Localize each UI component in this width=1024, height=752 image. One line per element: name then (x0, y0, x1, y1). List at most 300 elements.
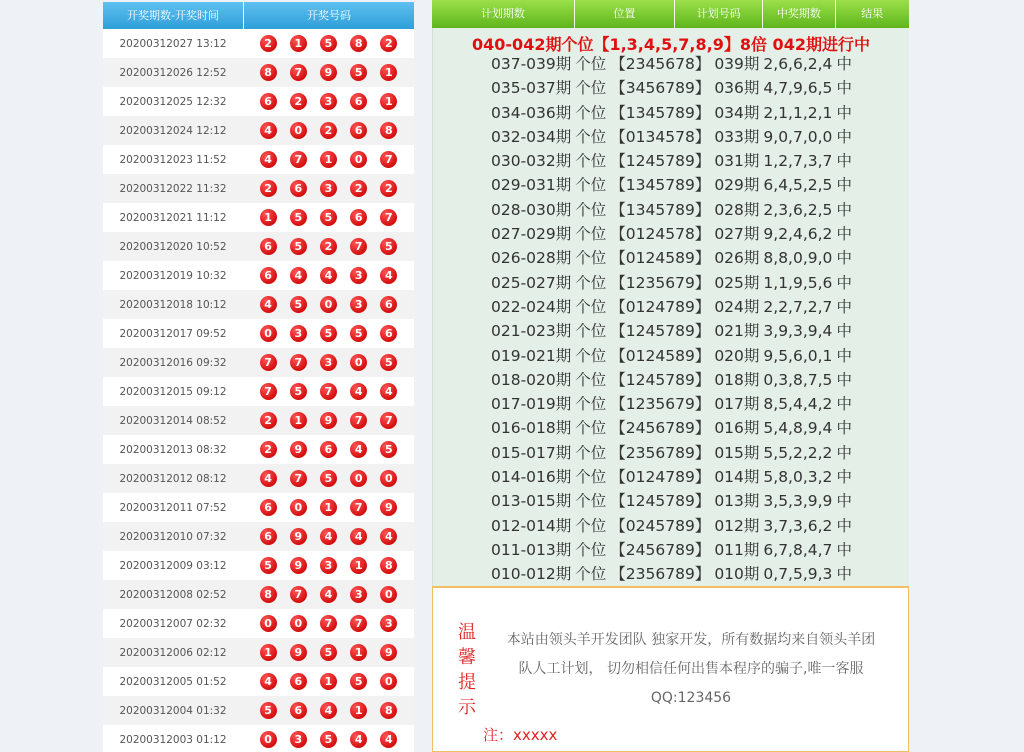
plan-nums: 【0124789】 (610, 297, 711, 316)
number-ball: 5 (290, 209, 307, 226)
draw-row (103, 580, 414, 609)
notice-box (432, 586, 909, 752)
draw-period-time: 20200312019 10:32 (119, 269, 227, 282)
number-ball: 7 (380, 412, 397, 429)
plan-result: 中 (836, 370, 852, 389)
number-ball: 4 (320, 267, 337, 284)
number-ball: 4 (260, 151, 277, 168)
plan-period: 018期 (714, 370, 760, 389)
draw-period-time: 20200312006 02:12 (119, 646, 227, 659)
plan-draw: 3,5,3,9,9 (763, 492, 833, 511)
header-draw-numbers: 开奖号码 (307, 9, 351, 22)
notice-label-char: 示 (458, 697, 476, 718)
draw-period-time: 20200312011 07:52 (119, 501, 227, 514)
draw-row (103, 667, 414, 696)
plan-draw: 4,7,9,6,5 (763, 79, 833, 98)
plan-row (433, 222, 909, 246)
plan-period: 027期 (714, 225, 760, 244)
draw-balls (243, 615, 414, 632)
plan-range: 028-030期 (491, 200, 572, 219)
plan-row (433, 344, 909, 368)
plan-row (433, 489, 909, 513)
draw-period-time: 20200312008 02:52 (119, 588, 227, 601)
plan-draw: 0,7,5,9,3 (763, 565, 833, 584)
plan-period: 036期 (714, 79, 760, 98)
number-ball: 6 (260, 267, 277, 284)
draw-balls (243, 238, 414, 255)
number-ball: 4 (260, 122, 277, 139)
plan-nums: 【1345789】 (610, 200, 711, 219)
plan-nums: 【1235679】 (610, 395, 711, 414)
draw-balls (243, 441, 414, 458)
plan-period: 029期 (714, 176, 760, 195)
plan-range: 012-014期 (491, 516, 572, 535)
number-ball: 8 (260, 64, 277, 81)
number-ball: 2 (320, 238, 337, 255)
plan-result: 中 (836, 200, 852, 219)
plan-range: 021-023期 (491, 322, 572, 341)
draw-period-time: 20200312016 09:32 (119, 356, 227, 369)
header-plan-period: 计划期数 (432, 0, 575, 28)
plan-draw: 5,4,8,9,4 (763, 419, 833, 438)
draw-balls (243, 122, 414, 139)
number-ball: 0 (260, 615, 277, 632)
number-ball: 0 (380, 586, 397, 603)
number-ball: 6 (290, 180, 307, 197)
plan-row (433, 198, 909, 222)
note-value: xxxxx (513, 726, 558, 744)
number-ball: 6 (320, 441, 337, 458)
plan-period: 031期 (714, 152, 760, 171)
number-ball: 9 (290, 528, 307, 545)
number-ball: 1 (290, 412, 307, 429)
number-ball: 3 (320, 354, 337, 371)
plan-range: 035-037期 (491, 79, 572, 98)
plan-row (433, 173, 909, 197)
number-ball: 5 (320, 325, 337, 342)
plan-row (433, 562, 909, 586)
plan-row (433, 465, 909, 489)
number-ball: 6 (260, 499, 277, 516)
notice-label-char: 馨 (458, 647, 476, 668)
plan-period: 033期 (714, 127, 760, 146)
draw-period-time: 20200312027 13:12 (119, 37, 227, 50)
number-ball: 5 (320, 209, 337, 226)
number-ball: 1 (320, 151, 337, 168)
plan-period: 024期 (714, 297, 760, 316)
notice-label-char: 温 (458, 622, 476, 643)
number-ball: 3 (320, 557, 337, 574)
number-ball: 8 (380, 122, 397, 139)
plan-row (433, 319, 909, 343)
number-ball: 4 (350, 383, 367, 400)
plan-pos: 个位 (575, 443, 607, 462)
plan-period: 020期 (714, 346, 760, 365)
draw-row (103, 87, 414, 116)
plan-period: 016期 (714, 419, 760, 438)
number-ball: 2 (320, 122, 337, 139)
plan-result: 中 (836, 322, 852, 341)
plan-pos: 个位 (575, 127, 607, 146)
draw-balls (243, 354, 414, 371)
number-ball: 4 (380, 528, 397, 545)
draw-row (103, 406, 414, 435)
number-ball: 1 (350, 702, 367, 719)
plan-nums: 【2456789】 (610, 540, 711, 559)
draw-balls (243, 586, 414, 603)
number-ball: 4 (380, 267, 397, 284)
plan-draw: 6,7,8,4,7 (763, 540, 833, 559)
plan-nums: 【0124789】 (610, 468, 711, 487)
draw-row (103, 261, 414, 290)
draw-row (103, 638, 414, 667)
plan-period: 011期 (714, 540, 760, 559)
number-ball: 1 (290, 35, 307, 52)
plan-draw: 0,3,8,7,5 (763, 370, 833, 389)
plan-pos: 个位 (575, 273, 607, 292)
plan-result: 中 (836, 516, 852, 535)
plan-draw: 5,8,0,3,2 (763, 468, 833, 487)
plan-period: 039期 (714, 55, 760, 73)
number-ball: 4 (290, 267, 307, 284)
plan-nums: 【1235679】 (610, 273, 711, 292)
number-ball: 6 (290, 702, 307, 719)
draw-row (103, 319, 414, 348)
plan-row (433, 295, 909, 319)
plan-range: 034-036期 (491, 103, 572, 122)
plan-pos: 个位 (575, 152, 607, 171)
plan-result: 中 (836, 127, 852, 146)
plan-period: 026期 (714, 249, 760, 268)
header-result: 结果 (861, 7, 884, 20)
draw-balls (243, 296, 414, 313)
plan-nums: 【1245789】 (610, 322, 711, 341)
number-ball: 9 (290, 644, 307, 661)
draw-period-time: 20200312026 12:52 (119, 66, 227, 79)
number-ball: 1 (320, 499, 337, 516)
plan-nums: 【0124589】 (610, 249, 711, 268)
plan-pos: 个位 (575, 249, 607, 268)
draw-period-time: 20200312009 03:12 (119, 559, 227, 572)
plan-range: 019-021期 (491, 346, 572, 365)
draw-balls (243, 267, 414, 284)
header-win-period: 中奖期数 (763, 0, 835, 28)
number-ball: 9 (380, 644, 397, 661)
header-period-time: 开奖期数-开奖时间 (103, 2, 244, 29)
draw-row (103, 203, 414, 232)
plan-pos: 个位 (575, 322, 607, 341)
draw-row (103, 493, 414, 522)
plan-row (433, 76, 909, 100)
plan-nums: 【0245789】 (610, 516, 711, 535)
draw-period-time: 20200312018 10:12 (119, 298, 227, 311)
number-ball: 8 (350, 35, 367, 52)
number-ball: 3 (380, 615, 397, 632)
number-ball: 0 (350, 354, 367, 371)
draw-balls (243, 470, 414, 487)
note-label: 注： (483, 726, 514, 744)
plan-draw: 8,5,4,4,2 (763, 395, 833, 414)
draw-period-time: 20200312014 08:52 (119, 414, 227, 427)
draw-balls (243, 644, 414, 661)
notice-label-char: 提 (458, 672, 476, 693)
plan-nums: 【1345789】 (610, 176, 711, 195)
plan-draw: 9,5,6,0,1 (763, 346, 833, 365)
number-ball: 9 (380, 499, 397, 516)
plan-period: 021期 (714, 322, 760, 341)
number-ball: 1 (260, 644, 277, 661)
number-ball: 7 (290, 64, 307, 81)
number-ball: 4 (380, 383, 397, 400)
plan-draw: 1,2,7,3,7 (763, 152, 833, 171)
plan-pos: 个位 (575, 200, 607, 219)
draw-balls (243, 673, 414, 690)
plan-range: 015-017期 (491, 443, 572, 462)
number-ball: 2 (350, 180, 367, 197)
number-ball: 6 (350, 93, 367, 110)
number-ball: 5 (260, 702, 277, 719)
number-ball: 6 (350, 122, 367, 139)
number-ball: 0 (260, 325, 277, 342)
plan-range: 010-012期 (491, 565, 572, 584)
plan-period: 014期 (714, 468, 760, 487)
number-ball: 7 (350, 615, 367, 632)
number-ball: 0 (320, 296, 337, 313)
plan-row (433, 392, 909, 416)
number-ball: 4 (260, 470, 277, 487)
plan-result: 中 (836, 395, 852, 414)
number-ball: 5 (320, 731, 337, 748)
number-ball: 7 (320, 383, 337, 400)
plan-result: 中 (836, 152, 852, 171)
number-ball: 0 (380, 470, 397, 487)
number-ball: 1 (320, 673, 337, 690)
number-ball: 5 (350, 673, 367, 690)
notice-line-1: 本站由领头羊开发团队 独家开发，所有数据均来自领头羊团 (506, 632, 876, 648)
plan-row (433, 246, 909, 270)
draw-row (103, 725, 414, 752)
number-ball: 5 (320, 470, 337, 487)
plan-result: 中 (836, 79, 852, 98)
number-ball: 6 (290, 673, 307, 690)
draw-period-time: 20200312017 09:52 (119, 327, 227, 340)
plan-period: 025期 (714, 273, 760, 292)
number-ball: 4 (380, 731, 397, 748)
draw-balls (243, 93, 414, 110)
plan-nums: 【2345678】 (610, 55, 711, 73)
draw-row (103, 435, 414, 464)
draw-history-panel (103, 2, 414, 752)
number-ball: 5 (260, 557, 277, 574)
notice-line-2: 队人工计划， 切勿相信任何出售本程序的骗子,唯一客服 (518, 661, 864, 677)
plan-draw: 6,4,5,2,5 (763, 176, 833, 195)
number-ball: 1 (380, 93, 397, 110)
plan-range: 013-015期 (491, 492, 572, 511)
draw-period-time: 20200312004 01:32 (119, 704, 227, 717)
draw-history-list (103, 29, 414, 752)
plan-result: 中 (836, 540, 852, 559)
number-ball: 7 (350, 412, 367, 429)
draw-balls (243, 731, 414, 748)
plan-range: 022-024期 (491, 297, 572, 316)
number-ball: 3 (320, 180, 337, 197)
draw-period-time: 20200312022 11:32 (119, 182, 227, 195)
header-plan-numbers: 计划号码 (675, 0, 763, 28)
plan-pos: 个位 (575, 468, 607, 487)
plan-range: 011-013期 (491, 540, 572, 559)
draw-row (103, 464, 414, 493)
plan-pos: 个位 (575, 176, 607, 195)
plan-draw: 8,8,0,9,0 (763, 249, 833, 268)
plan-range: 025-027期 (491, 273, 572, 292)
plan-nums: 【0124578】 (610, 225, 711, 244)
draw-period-time: 20200312023 11:52 (119, 153, 227, 166)
draw-balls (243, 383, 414, 400)
plan-row (433, 125, 909, 149)
draw-balls (243, 557, 414, 574)
draw-row (103, 290, 414, 319)
draw-balls (243, 499, 414, 516)
number-ball: 0 (260, 731, 277, 748)
plan-period: 017期 (714, 395, 760, 414)
plan-row (433, 101, 909, 125)
plan-result: 中 (836, 273, 852, 292)
plan-period: 034期 (714, 103, 760, 122)
plan-pos: 个位 (575, 297, 607, 316)
draw-row (103, 116, 414, 145)
number-ball: 7 (290, 470, 307, 487)
draw-period-time: 20200312003 01:12 (119, 733, 227, 746)
plan-nums: 【0124589】 (610, 346, 711, 365)
number-ball: 5 (320, 35, 337, 52)
plan-result: 中 (836, 249, 852, 268)
plan-period: 015期 (714, 443, 760, 462)
plan-range: 029-031期 (491, 176, 572, 195)
draw-row (103, 58, 414, 87)
number-ball: 5 (350, 325, 367, 342)
draw-balls (243, 325, 414, 342)
number-ball: 9 (320, 64, 337, 81)
plan-list (432, 28, 909, 586)
plan-draw: 3,9,3,9,4 (763, 322, 833, 341)
draw-row (103, 551, 414, 580)
plan-period: 012期 (714, 516, 760, 535)
header-position: 位置 (575, 0, 675, 28)
draw-balls (243, 64, 414, 81)
plan-nums: 【0134578】 (610, 127, 711, 146)
number-ball: 7 (290, 586, 307, 603)
plan-draw: 9,0,7,0,0 (763, 127, 833, 146)
number-ball: 5 (290, 238, 307, 255)
number-ball: 8 (260, 586, 277, 603)
draw-balls (243, 412, 414, 429)
number-ball: 9 (290, 441, 307, 458)
plan-row (433, 368, 909, 392)
plan-pos: 个位 (575, 395, 607, 414)
plan-draw: 9,2,4,6,2 (763, 225, 833, 244)
number-ball: 4 (320, 586, 337, 603)
number-ball: 2 (260, 180, 277, 197)
plan-nums: 【2356789】 (610, 443, 711, 462)
plan-range: 027-029期 (491, 225, 572, 244)
plan-result: 中 (836, 225, 852, 244)
plan-pos: 个位 (575, 55, 607, 73)
number-ball: 5 (380, 238, 397, 255)
plan-period: 028期 (714, 200, 760, 219)
number-ball: 2 (380, 180, 397, 197)
plan-row (433, 538, 909, 562)
draw-row (103, 29, 414, 58)
number-ball: 6 (260, 528, 277, 545)
number-ball: 3 (290, 731, 307, 748)
draw-row (103, 145, 414, 174)
plan-pos: 个位 (575, 370, 607, 389)
number-ball: 0 (290, 615, 307, 632)
plan-result: 中 (836, 492, 852, 511)
number-ball: 2 (260, 35, 277, 52)
plan-draw: 1,1,9,5,6 (763, 273, 833, 292)
plan-range: 016-018期 (491, 419, 572, 438)
plan-nums: 【3456789】 (610, 79, 711, 98)
draw-row (103, 609, 414, 638)
number-ball: 2 (260, 441, 277, 458)
draw-row (103, 174, 414, 203)
plan-draw: 3,7,3,6,2 (763, 516, 833, 535)
draw-period-time: 20200312020 10:52 (119, 240, 227, 253)
current-plan-title: 040-042期个位【1,3,4,5,7,8,9】8倍 042期进行中 (472, 35, 870, 54)
number-ball: 5 (290, 296, 307, 313)
number-ball: 4 (320, 528, 337, 545)
plan-pos: 个位 (575, 492, 607, 511)
number-ball: 2 (380, 35, 397, 52)
number-ball: 3 (320, 93, 337, 110)
number-ball: 5 (350, 64, 367, 81)
number-ball: 4 (260, 673, 277, 690)
plan-period: 010期 (714, 565, 760, 584)
number-ball: 7 (320, 615, 337, 632)
notice-text (491, 626, 891, 713)
draw-balls (243, 209, 414, 226)
number-ball: 2 (290, 93, 307, 110)
number-ball: 6 (380, 296, 397, 313)
draw-balls (243, 151, 414, 168)
plan-result: 中 (836, 103, 852, 122)
draw-balls (243, 35, 414, 52)
number-ball: 6 (380, 325, 397, 342)
number-ball: 4 (350, 528, 367, 545)
number-ball: 1 (380, 64, 397, 81)
number-ball: 6 (260, 93, 277, 110)
plan-nums: 【2456789】 (610, 419, 711, 438)
number-ball: 9 (290, 557, 307, 574)
plan-period: 013期 (714, 492, 760, 511)
number-ball: 0 (350, 470, 367, 487)
number-ball: 0 (350, 151, 367, 168)
plan-range: 026-028期 (491, 249, 572, 268)
draw-balls (243, 528, 414, 545)
plan-pos: 个位 (575, 346, 607, 365)
number-ball: 5 (320, 644, 337, 661)
plan-draw: 2,2,7,2,7 (763, 297, 833, 316)
number-ball: 5 (380, 441, 397, 458)
number-ball: 6 (350, 209, 367, 226)
plan-pos: 个位 (575, 79, 607, 98)
draw-period-time: 20200312025 12:32 (119, 95, 227, 108)
number-ball: 1 (350, 557, 367, 574)
plan-pos: 个位 (575, 565, 607, 584)
draw-history-header (103, 2, 414, 29)
plan-range: 037-039期 (491, 55, 572, 73)
